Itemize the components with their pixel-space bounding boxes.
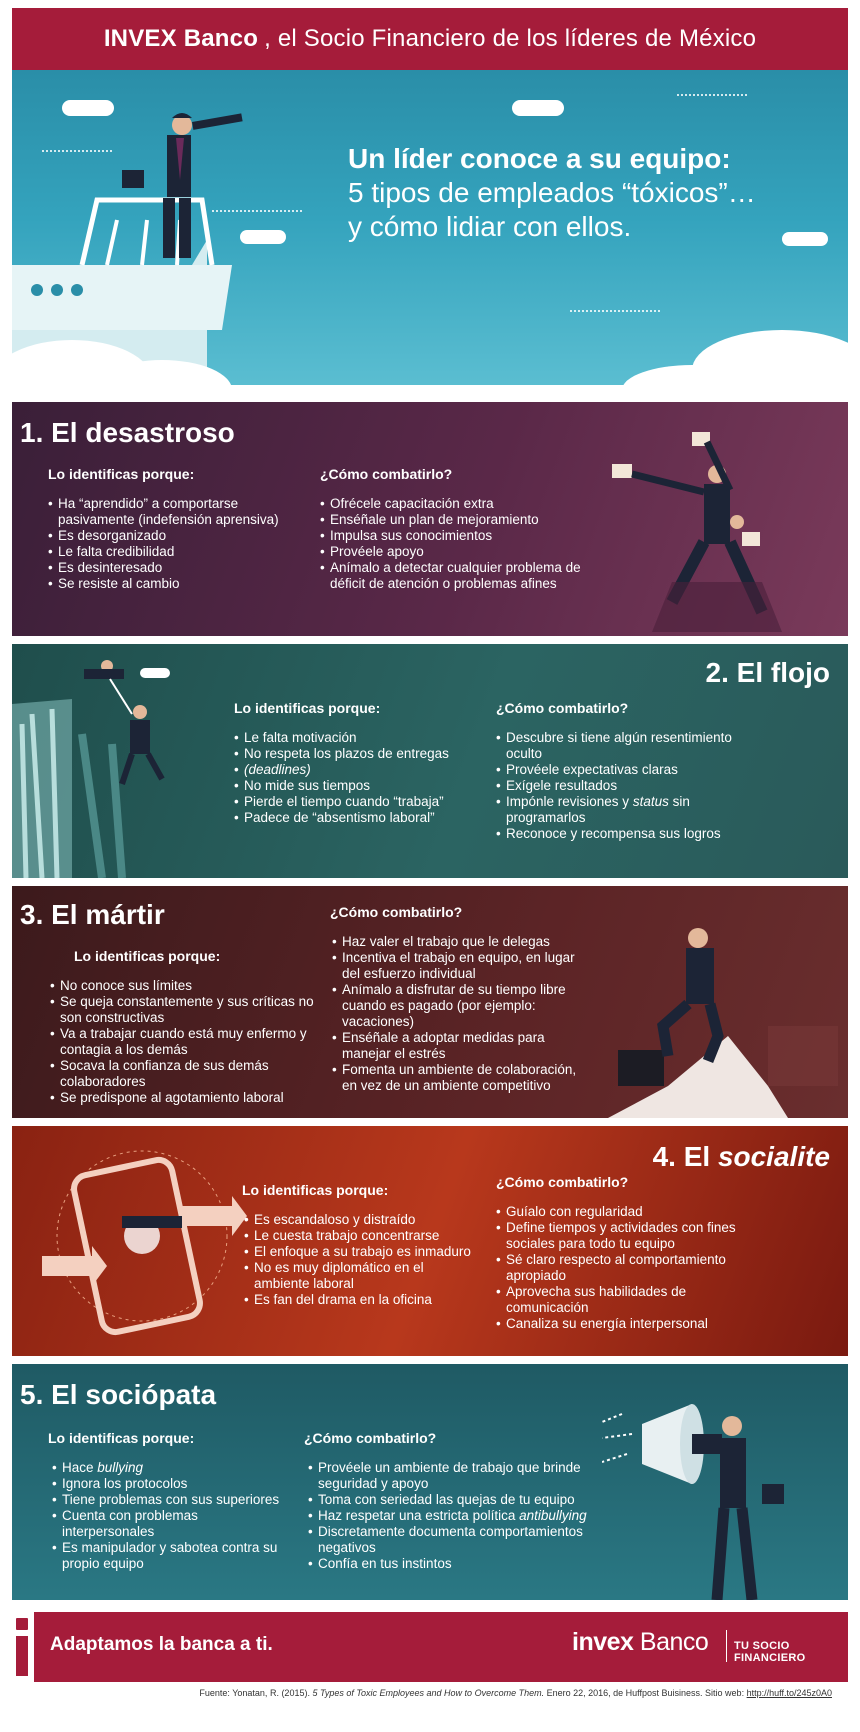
- identify-heading: Lo identificas porque:: [48, 466, 195, 482]
- list-item: en vez de un ambiente competitivo: [342, 1078, 551, 1093]
- list-item: interpersonales: [62, 1524, 155, 1539]
- list-item: • Le falta motivación: [234, 730, 494, 746]
- list-item: • Le cuesta trabajo concentrarse: [244, 1228, 484, 1244]
- list-item: • Es desorganizado: [48, 528, 328, 544]
- list-item: sociales para todo tu equipo: [506, 1236, 675, 1251]
- list-item: • Haz valer el trabajo que le delegas: [332, 934, 602, 950]
- footer-slogan: Adaptamos la banca a ti.: [50, 1634, 273, 1655]
- list-item: seguridad y apoyo: [318, 1476, 429, 1491]
- combat-heading: ¿Cómo combatirlo?: [496, 700, 629, 716]
- list-item: comunicación: [506, 1300, 589, 1315]
- section-flojo: [12, 644, 848, 878]
- list-item: • Es escandaloso y distraído: [244, 1212, 484, 1228]
- list-item: • Se resiste al cambio: [48, 576, 328, 592]
- list-item: contagia a los demás: [60, 1042, 188, 1057]
- list-item: • No respeta los plazos de entregas: [234, 746, 494, 762]
- list-item: • Exígele resultados: [496, 778, 796, 794]
- identify-list: [50, 978, 340, 1106]
- identify-heading: Lo identificas porque:: [234, 700, 381, 716]
- section-socialite: [12, 1126, 848, 1356]
- list-item: propio equipo: [62, 1556, 144, 1571]
- header-tagline: el Socio Financiero de los líderes de México: [277, 25, 757, 52]
- identify-list: [244, 1212, 484, 1308]
- list-item: ambiente laboral: [254, 1276, 354, 1291]
- list-item: • Provéele expectativas claras: [496, 762, 796, 778]
- list-item: • No conoce sus límites: [50, 978, 340, 994]
- list-item: • Tiene problemas con sus superiores: [52, 1492, 312, 1508]
- section-title: 3. El mártir: [20, 899, 165, 930]
- list-item: • Pierde el tiempo cuando “trabaja”: [234, 794, 494, 810]
- list-item: • Aprovecha sus habilidades de: [496, 1284, 796, 1300]
- hero-title-line1: Un líder conoce a su equipo:: [348, 143, 731, 174]
- list-item: • Socava la confianza de sus demás: [50, 1058, 340, 1074]
- list-item: • Es manipulador y sabotea contra su: [52, 1540, 312, 1556]
- thinker-illustration: [608, 886, 848, 1118]
- list-item: apropiado: [506, 1268, 567, 1283]
- cloud-icon: [512, 100, 564, 116]
- hero-banner: [12, 70, 848, 400]
- combat-heading: ¿Cómo combatirlo?: [496, 1174, 629, 1190]
- list-item: • Discretamente documenta comportamientos: [308, 1524, 608, 1540]
- section-sociopata: [12, 1364, 848, 1600]
- megaphone-illustration: [602, 1364, 842, 1600]
- list-item: pasivamente (indefensión aprensiva): [58, 512, 279, 527]
- list-item: • Toma con seriedad las quejas de tu equipo: [308, 1492, 608, 1508]
- climber-illustration: [12, 644, 212, 878]
- list-item: • Impulsa sus conocimientos: [320, 528, 590, 544]
- hero-title-line3: y cómo lidiar con ellos.: [348, 211, 632, 242]
- source-citation: Fuente: Yonatan, R. (2015). 5 Types of Toxic Employees and How to Overcome Them. Enero 22, 2016, de Huffpost Buisiness. Sitio web: http://huff.to/245z0A0: [199, 1688, 832, 1698]
- source-link[interactable]: http://huff.to/245z0A0: [746, 1688, 832, 1698]
- list-item: vacaciones): [342, 1014, 415, 1029]
- combat-list: [308, 1460, 608, 1572]
- combat-heading: ¿Cómo combatirlo?: [330, 904, 463, 920]
- brand-light: Banco: [639, 1628, 709, 1656]
- list-item: • Provéele apoyo: [320, 544, 590, 560]
- list-item: son constructivas: [60, 1010, 165, 1025]
- list-item: • Guíalo con regularidad: [496, 1204, 796, 1220]
- section-title: 2. El flojo: [705, 657, 830, 688]
- phone-social-illustration: [32, 1126, 252, 1356]
- list-item: • No es muy diplomático en el: [244, 1260, 484, 1276]
- list-item: • (deadlines): [234, 762, 494, 778]
- list-item: programarlos: [506, 810, 586, 825]
- identify-heading: Lo identificas porque:: [74, 948, 221, 964]
- list-item: • Le falta credibilidad: [48, 544, 328, 560]
- list-item: • Cuenta con problemas: [52, 1508, 312, 1524]
- list-item: • Se predispone al agotamiento laboral: [50, 1090, 340, 1106]
- list-item: • Ignora los protocolos: [52, 1476, 312, 1492]
- list-item: • Anímalo a detectar cualquier problema de: [320, 560, 590, 576]
- hero-clouds-bottom: [12, 290, 848, 400]
- hero-title-line2: 5 tipos de empleados “tóxicos”…: [348, 177, 756, 208]
- list-item: manejar el estrés: [342, 1046, 446, 1061]
- page-header: INVEX Banco , el Socio Financiero de los líderes de México: [12, 8, 848, 70]
- list-item: • Es fan del drama en la oficina: [244, 1292, 484, 1308]
- cloud-icon: [140, 668, 170, 678]
- list-item: • Ha “aprendido” a comportarse: [48, 496, 328, 512]
- list-item: • Reconoce y recompensa sus logros: [496, 826, 796, 842]
- section-desastroso: [12, 402, 848, 636]
- list-item: • Fomenta un ambiente de colaboración,: [332, 1062, 602, 1078]
- combat-heading: ¿Cómo combatirlo?: [304, 1430, 437, 1446]
- list-item: • El enfoque a su trabajo es inmaduro: [244, 1244, 484, 1260]
- list-item: cuando es pagado (por ejemplo:: [342, 998, 536, 1013]
- list-item: negativos: [318, 1540, 376, 1555]
- list-item: • Descubre si tiene algún resentimiento: [496, 730, 796, 746]
- list-item: • Haz respetar una estricta política antibullying: [308, 1508, 608, 1524]
- list-item: déficit de atención o problemas afines: [330, 576, 557, 591]
- section-martir: [12, 886, 848, 1118]
- juggling-papers-illustration: [612, 402, 812, 636]
- identify-list: [48, 496, 328, 592]
- list-item: oculto: [506, 746, 543, 761]
- section-title: 5. El sociópata: [20, 1379, 217, 1410]
- list-item: • Va a trabajar cuando está muy enfermo y: [50, 1026, 340, 1042]
- list-item: colaboradores: [60, 1074, 146, 1089]
- list-item: • Provéele un ambiente de trabajo que brinde: [308, 1460, 608, 1476]
- identify-heading: Lo identificas porque:: [48, 1430, 195, 1446]
- list-item: del esfuerzo individual: [342, 966, 476, 981]
- identify-list: [234, 730, 494, 826]
- section-title: [653, 1140, 830, 1174]
- list-item: • Impónle revisiones y status sin: [496, 794, 796, 810]
- header-brand: INVEX Banco: [103, 25, 259, 52]
- list-item: • Confía en tus instintos: [308, 1556, 608, 1572]
- footer-bar: [12, 1612, 848, 1682]
- combat-list: [320, 496, 590, 592]
- section-title-prefix: 4. El: [652, 1141, 711, 1172]
- list-item: • Sé claro respecto al comportamiento: [496, 1252, 796, 1268]
- list-item: • Hace bullying: [52, 1460, 312, 1476]
- footer-brand-logo: [572, 1628, 708, 1657]
- combat-list: [332, 934, 602, 1094]
- combat-heading: ¿Cómo combatirlo?: [320, 466, 453, 482]
- hero-title: [348, 142, 828, 244]
- combat-list: [496, 1204, 796, 1332]
- identify-heading: Lo identificas porque:: [242, 1182, 389, 1198]
- invex-i-logo-icon: [12, 1612, 34, 1682]
- list-item: • Canaliza su energía interpersonal: [496, 1316, 796, 1332]
- brand-bold: invex: [572, 1628, 634, 1656]
- list-item: • Anímalo a disfrutar de su tiempo libre: [332, 982, 602, 998]
- section-title: 1. El desastroso: [20, 417, 235, 448]
- combat-list: [496, 730, 796, 842]
- list-item: • Incentiva el trabajo en equipo, en lugar: [332, 950, 602, 966]
- section-title-em: socialite: [717, 1141, 830, 1172]
- list-item: • Se queja constantemente y sus críticas no: [50, 994, 340, 1010]
- list-item: • Enséñale a adoptar medidas para: [332, 1030, 602, 1046]
- list-item: • Define tiempos y actividades con fines: [496, 1220, 796, 1236]
- list-item: • Ofrécele capacitación extra: [320, 496, 590, 512]
- footer-brand-sub: TU SOCIO FINANCIERO: [734, 1640, 806, 1664]
- list-item: • Es desinteresado: [48, 560, 328, 576]
- identify-list: [52, 1460, 312, 1572]
- list-item: • No mide sus tiempos: [234, 778, 494, 794]
- list-item: • Enséñale un plan de mejoramiento: [320, 512, 590, 528]
- list-item: • Padece de “absentismo laboral”: [234, 810, 494, 826]
